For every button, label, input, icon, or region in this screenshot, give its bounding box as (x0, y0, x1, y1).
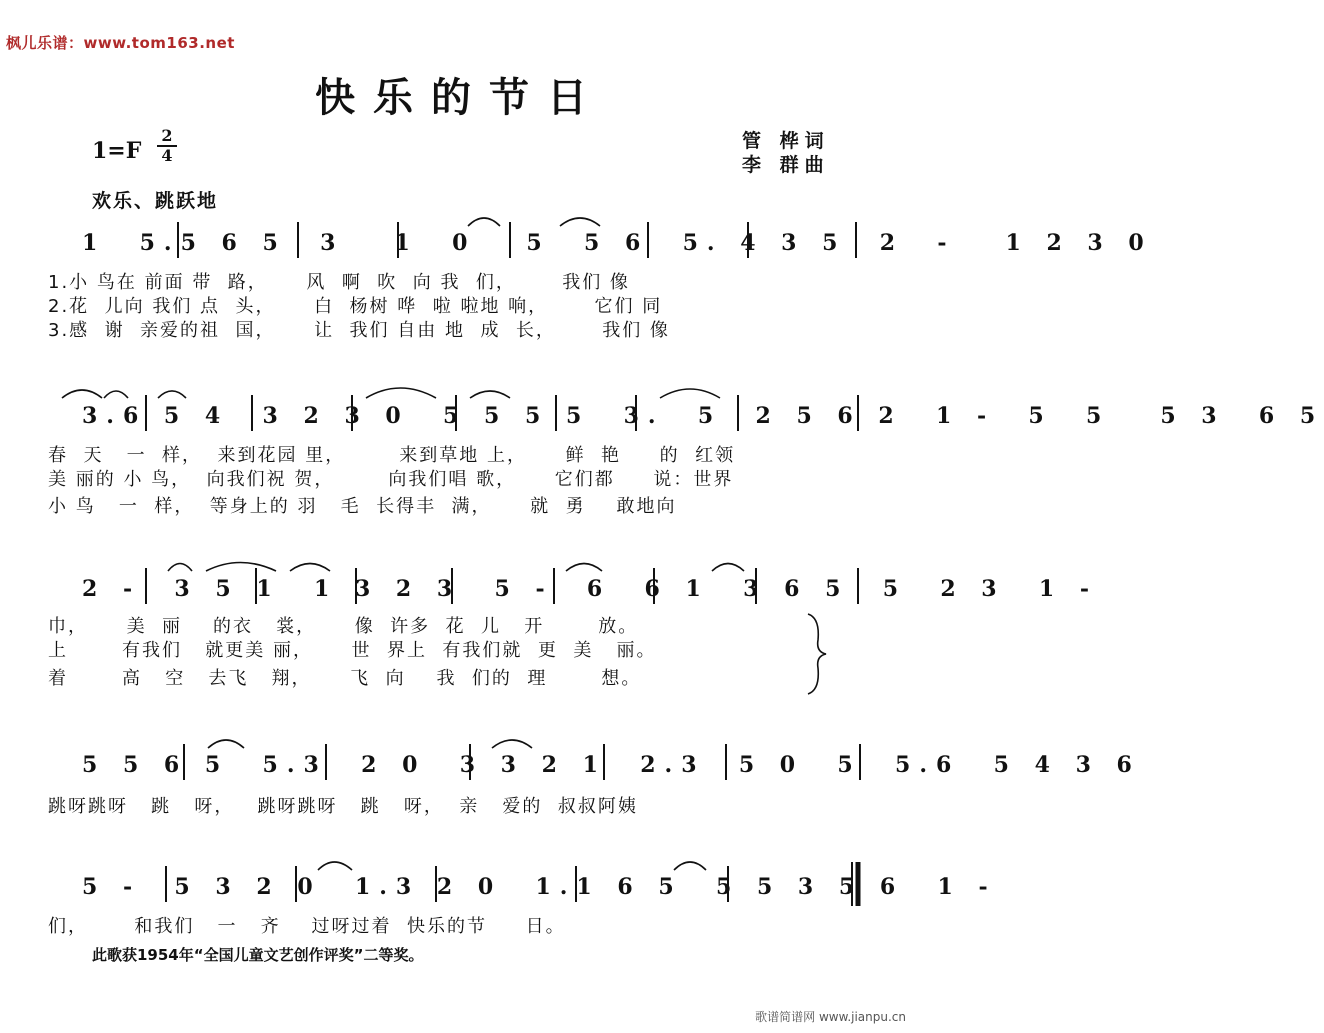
key-signature: 1=F (92, 138, 142, 164)
lyric-line: 小 鸟 一 样， 等身上的 羽 毛 长得丰 满， 就 勇 敢地向 (48, 496, 677, 517)
footnote: 此歌获1954年“全国儿童文艺创作评奖”二等奖。 (92, 946, 424, 964)
lyricist: 管 桦词 (742, 130, 830, 152)
lyric-line: 上 有我们 就更美 丽， 世 界上 有我们就 更 美 丽。 (48, 640, 657, 661)
notes-system-3: 2 - 3 5 1 1 3 2 3 5 - 6 6 1 3 6 5 5 2 3 1 - (82, 576, 1099, 602)
page-title: 快乐的节日 (315, 74, 605, 121)
lyric-line: 春 天 一 样， 来到花园 里， 来到草地 上， 鲜 艳 的 红领 (48, 445, 736, 466)
notes-system-4: 5 5 6 5 5.3 2 0 3 3 2 1 2.3 5 0 5 5.6 5 4 3 6 (82, 752, 1141, 778)
notes-system-2: 3.6 5 4 3 2 3 0 5 5 5 5 3. 5 2 5 6 2 1 - 5 5 5 3 6 5 (82, 403, 1324, 429)
lyric-line: 们， 和我们 一 齐 过呀过着 快乐的节 日。 (48, 916, 566, 937)
notes-system-5: 5 - 5 3 2 0 1.3 2 0 1.1 6 5 5 5 3 5 6 1 - (82, 874, 997, 900)
lyric-line: 1.小 鸟在 前面 带 路， 风 啊 吹 向 我 们， 我们 像 (48, 272, 630, 293)
time-signature (157, 128, 177, 164)
composer: 李 群曲 (742, 154, 830, 176)
watermark: 枫儿乐谱：www.tom163.net (6, 34, 235, 52)
notes-system-1: 1 5.5 6 5 3 1 0 5 5 6 5. 4 3 5 2 - 1 2 3 0 (82, 230, 1153, 256)
tempo-marking: 欢乐、跳跃地 (92, 190, 219, 212)
lyric-line: 3.感 谢 亲爱的祖 国， 让 我们 自由 地 成 长， 我们 像 (48, 320, 670, 341)
lyric-line: 着 高 空 去飞 翔， 飞 向 我 们的 理 想。 (48, 668, 642, 689)
site-mark: 歌谱简谱网 www.jianpu.cn (755, 1010, 906, 1024)
lyric-line: 2.花 儿向 我们 点 头， 白 杨树 哗 啦 啦地 响， 它们 同 (48, 296, 663, 317)
lyric-line: 巾， 美 丽 的衣 裳， 像 许多 花 儿 开 放。 (48, 616, 639, 637)
lyric-line: 跳呀跳呀 跳 呀， 跳呀跳呀 跳 呀， 亲 爱的 叔叔阿姨 (48, 796, 638, 817)
time-bottom: 4 (161, 146, 173, 165)
lyric-line: 美 丽的 小 鸟， 向我们祝 贺， 向我们唱 歌， 它们都 说：世界 (48, 469, 734, 490)
time-top: 2 (161, 126, 173, 145)
